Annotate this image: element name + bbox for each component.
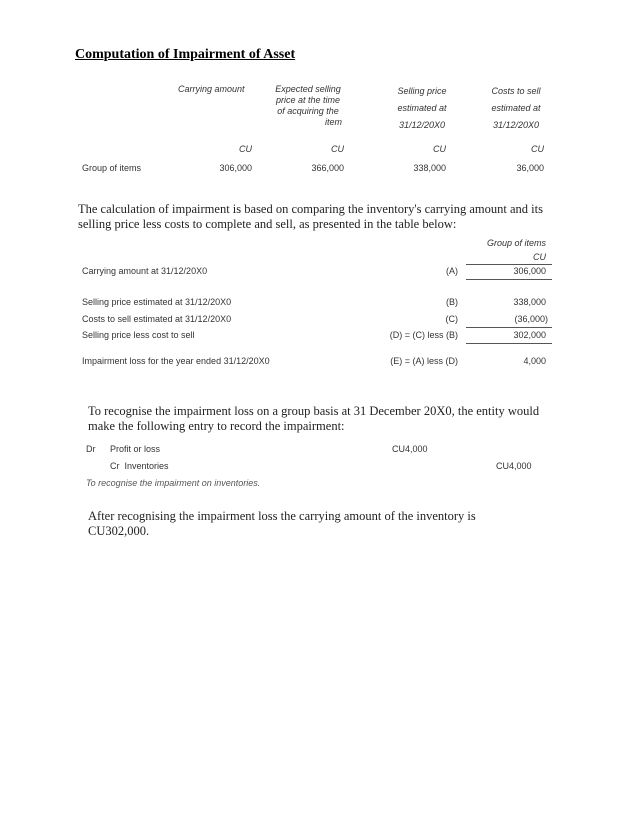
header-costs-line: estimated at [491,103,541,113]
header-expected-line: item [324,117,342,127]
table-row-ref: (C) [445,314,458,324]
page-title: Computation of Impairment of Asset [75,47,296,62]
divider [466,327,552,328]
header-carrying-amount: Carrying amount [178,84,245,94]
table-row-label: Carrying amount at 31/12/20X0 [82,266,208,276]
header-expected-line: price at the time [275,95,341,105]
unit-label: CU [531,144,544,154]
row-value: 366,000 [311,163,344,173]
table-row-ref: (D) = (C) less (B) [389,330,458,340]
header-expected-selling-price [266,84,350,128]
unit-label: CU [331,144,344,154]
divider [466,343,552,344]
table-row-ref: (B) [446,297,458,307]
header-expected-line: Expected selling [275,84,341,94]
table-row-value: 302,000 [513,330,546,340]
table-row-label: Costs to sell estimated at 31/12/20X0 [82,314,232,324]
debit-account: Profit or loss [110,444,161,454]
table-row-value: (36,000) [514,314,548,324]
group-column-unit: CU [533,252,546,262]
header-expected-line: of acquiring the [277,106,339,116]
table-row-value: 306,000 [513,266,546,276]
debit-amount: CU4,000 [392,444,428,454]
credit-amount: CU4,000 [496,461,532,471]
intro-paragraph: The calculation of impairment is based on comparing the inventory's carrying amount and its selling price less costs to complete and sell, as presented in the table below: [78,202,543,231]
row-label: Group of items [82,163,142,173]
row-value: 36,000 [516,163,544,173]
table-row-label: Impairment loss for the year ended 31/12/20X0 [82,356,270,366]
unit-label: CU [433,144,446,154]
row-value: 306,000 [219,163,252,173]
table-row-ref: (E) = (A) less (D) [390,356,458,366]
table-row-value: 338,000 [513,297,546,307]
header-selling-price [383,86,461,131]
journal-narration: To recognise the impairment on inventories. [86,478,261,488]
table-row-ref: (A) [446,266,458,276]
header-costs-line: 31/12/20X0 [492,120,540,130]
table-row-value: 4,000 [523,356,546,366]
row-value: 338,000 [413,163,446,173]
divider [466,264,552,265]
header-costs-to-sell [480,86,552,131]
credit-account: Cr Inventories [110,461,169,471]
group-column-header: Group of items [486,238,546,248]
header-selling-line: 31/12/20X0 [398,120,446,130]
header-costs-line: Costs to sell [491,86,541,96]
divider [466,279,552,280]
entry-paragraph: To recognise the impairment loss on a group basis at 31 December 20X0, the entity would make the following entry to record the impairment: [88,404,540,433]
header-selling-line: Selling price [397,86,447,96]
conclusion-paragraph: After recognising the impairment loss the carrying amount of the inventory is CU302,000. [88,509,476,538]
table-row-label: Selling price less cost to sell [82,330,195,340]
unit-label: CU [239,144,252,154]
table-row-label: Selling price estimated at 31/12/20X0 [82,297,232,307]
debit-marker: Dr [86,444,96,454]
header-selling-line: estimated at [397,103,447,113]
